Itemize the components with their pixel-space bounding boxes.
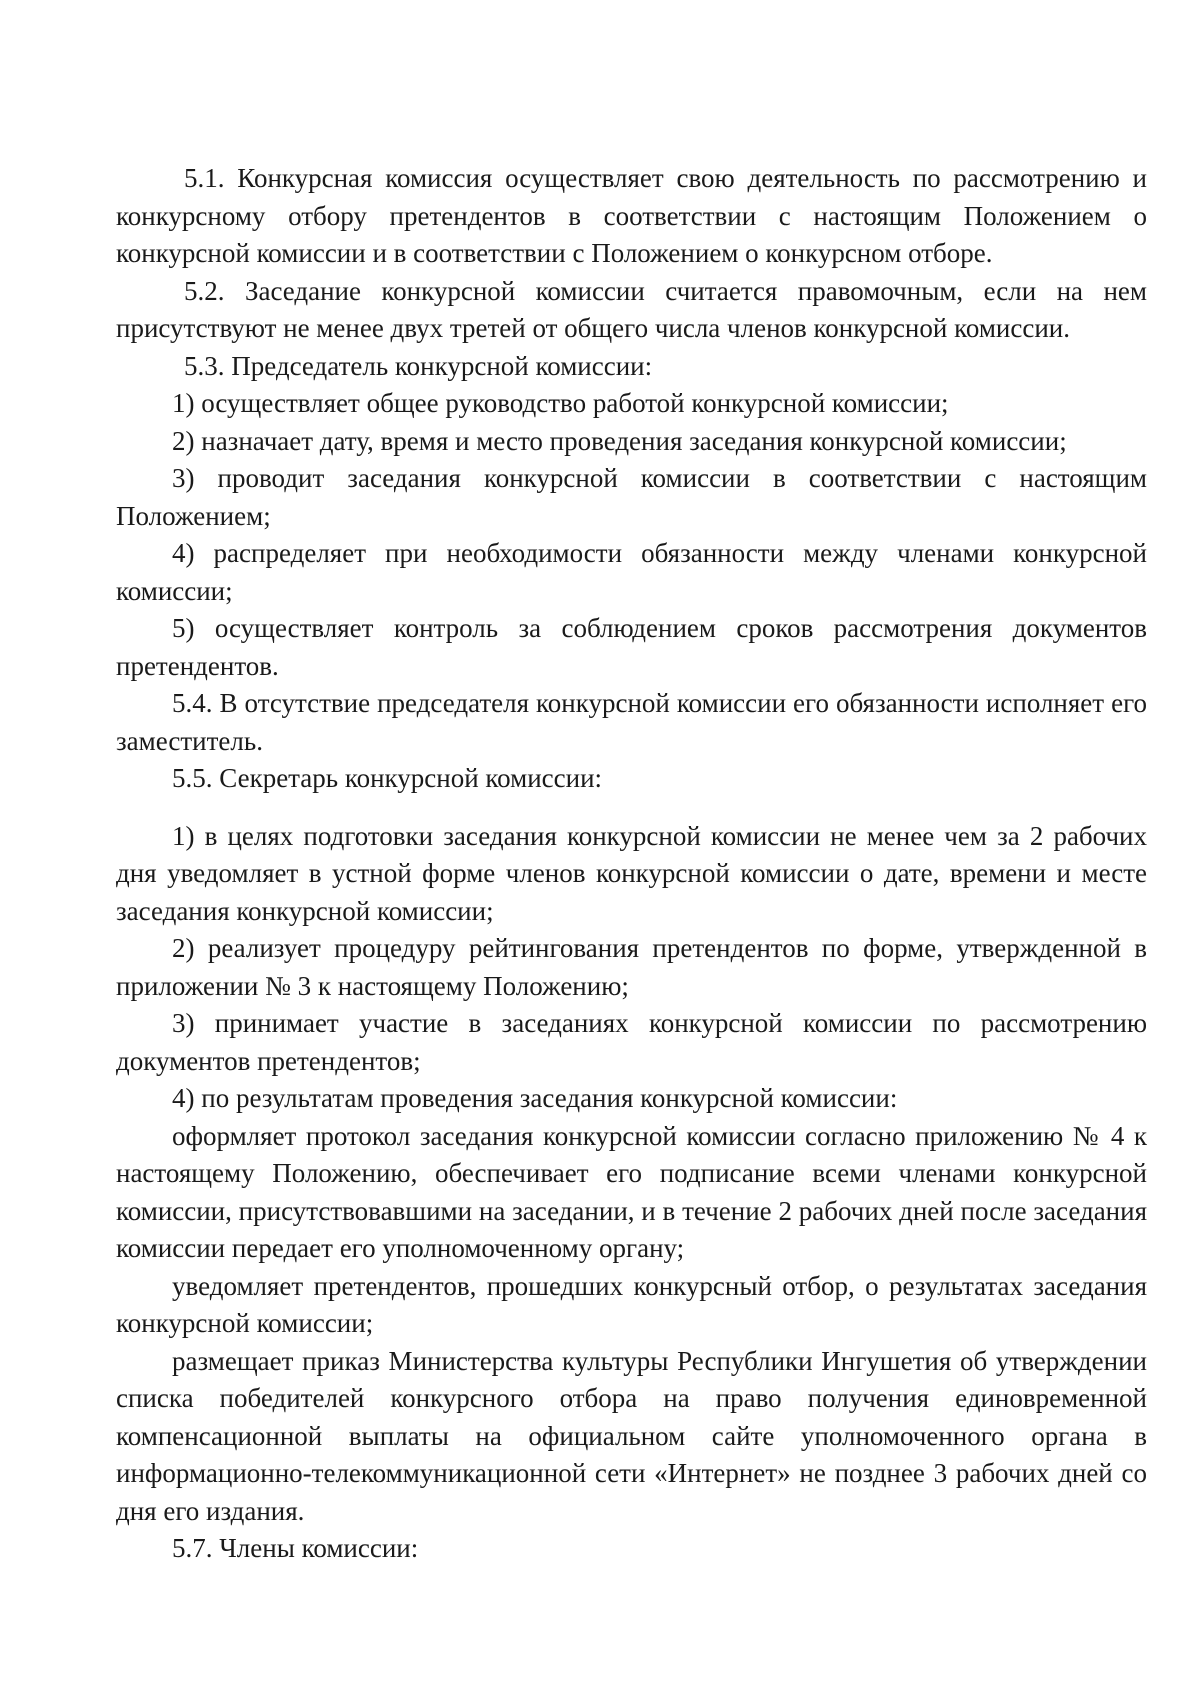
sub-item-protocol: оформляет протокол заседания конкурсной комиссии согласно приложению № 4 к настоящему Положению, обеспечивает его подписание всеми членами конкурсной комиссии, присутствовавшими на заседании, и в течение 2 рабочих дней после заседания комиссии передает его уполномоченному органу; <box>116 1120 1147 1263</box>
paragraph-gap <box>116 798 1147 818</box>
list-item-chair-4: 4) распределяет при необходимости обязанности между членами конкурсной комиссии; <box>116 538 1147 606</box>
document-page <box>116 160 1147 1568</box>
sub-item-publish: размещает приказ Министерства культуры Республики Ингушетия об утверждении списка победителей конкурсного отбора на право получения единовременной компенсационной выплаты на официальном сайте уполномоченного органа в информационно-телекоммуникационной сети «Интернет» не позднее 3 рабочих дней со дня его издания. <box>116 1345 1147 1526</box>
list-item-chair-3: 3) проводит заседания конкурсной комиссии в соответствии с настоящим Положением; <box>116 463 1147 531</box>
paragraph-5-4: 5.4. В отсутствие председателя конкурсной комиссии его обязанности исполняет его заместитель. <box>116 688 1147 756</box>
paragraph-5-5: 5.5. Секретарь конкурсной комиссии: <box>172 763 603 793</box>
paragraph-5-2: 5.2. Заседание конкурсной комиссии считается правомочным, если на нем присутствуют не менее двух третей от общего числа членов конкурсной комиссии. <box>116 275 1147 343</box>
list-item-secretary-3: 3) принимает участие в заседаниях конкурсной комиссии по рассмотрению документов претендентов; <box>116 1008 1147 1076</box>
list-item-chair-5: 5) осуществляет контроль за соблюдением сроков рассмотрения документов претендентов. <box>116 613 1147 681</box>
paragraph-5-7: 5.7. Члены комиссии: <box>172 1533 419 1563</box>
sub-item-notify: уведомляет претендентов, прошедших конкурсный отбор, о результатах заседания конкурсной комиссии; <box>116 1270 1147 1338</box>
list-item-chair-2: 2) назначает дату, время и место проведения заседания конкурсной комиссии; <box>172 425 1067 456</box>
list-item-secretary-2: 2) реализует процедуру рейтингования претендентов по форме, утвержденной в приложении № 3 к настоящему Положению; <box>116 933 1147 1001</box>
list-item-secretary-4: 4) по результатам проведения заседания конкурсной комиссии: <box>172 1083 898 1113</box>
list-item-secretary-1: 1) в целях подготовки заседания конкурсной комиссии не менее чем за 2 рабочих дня уведомляет в устной форме членов конкурсной комиссии о дате, времени и месте заседания конкурсной комиссии; <box>116 820 1147 926</box>
paragraph-5-1: 5.1. Конкурсная комиссия осуществляет свою деятельность по рассмотрению и конкурсному отбору претендентов в соответствии с настоящим Положением о конкурсной комиссии и в соответствии с Положением о конкурсном отборе. <box>116 163 1147 268</box>
paragraph-5-3: 5.3. Председатель конкурсной комиссии: <box>184 350 653 381</box>
list-item-chair-1: 1) осуществляет общее руководство работой конкурсной комиссии; <box>172 388 949 418</box>
